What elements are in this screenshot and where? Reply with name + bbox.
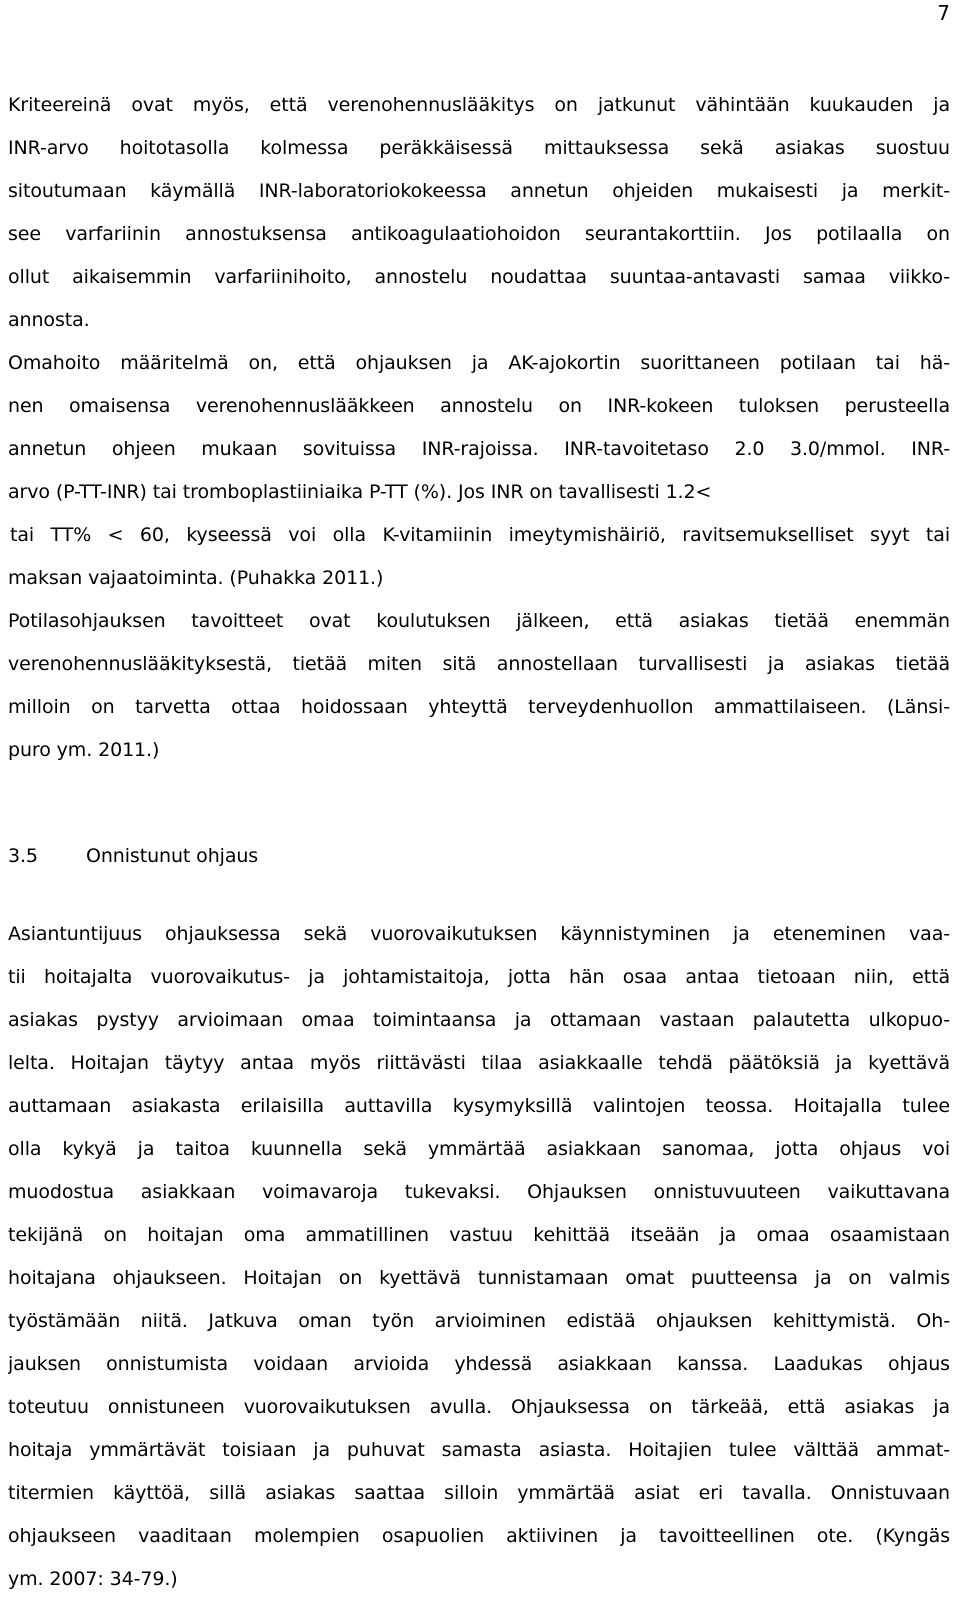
paragraph-successful-guidance — [8, 913, 950, 1601]
paragraph-criteria — [8, 84, 950, 342]
text-line: auttamaan asiakasta erilaisilla auttavilla kysymyksillä valintojen teossa. Hoitajalla tulee — [8, 1095, 950, 1117]
text-line: työstämään niitä. Jatkuva oman työn arvioiminen edistää ohjauksen kehittymistä. Oh- — [8, 1310, 950, 1332]
section-title: Onnistunut ohjaus — [86, 845, 259, 867]
text-line: Kriteereinä ovat myös, että verenohennuslääkitys on jatkunut vähintään kuukauden ja — [8, 94, 950, 116]
text-line: INR-arvo hoitotasolla kolmessa peräkkäisessä mittauksessa sekä asiakas suostuu — [8, 137, 950, 159]
paragraph-guidance-goals — [8, 600, 950, 772]
text-line: maksan vajaatoiminta. (Puhakka 2011.) — [8, 567, 384, 589]
text-line: hoitajana ohjaukseen. Hoitajan on kyettävä tunnistamaan omat puutteensa ja on valmis — [8, 1267, 950, 1289]
paragraph-self-care — [8, 342, 950, 600]
text-line: Asiantuntijuus ohjauksessa sekä vuorovaikutuksen käynnistyminen ja eteneminen vaa- — [8, 923, 950, 945]
text-line: verenohennuslääkityksestä, tietää miten sitä annostellaan turvallisesti ja asiakas tietää — [8, 653, 950, 675]
text-line: milloin on tarvetta ottaa hoidossaan yhteyttä terveydenhuollon ammattilaiseen. (Länsi- — [8, 696, 950, 718]
text-line: tii hoitajalta vuorovaikutus- ja johtamistaitoja, jotta hän osaa antaa tietoaan niin, että — [8, 966, 950, 988]
text-line: toteutuu onnistuneen vuorovaikutuksen avulla. Ohjauksessa on tärkeää, että asiakas ja — [8, 1396, 950, 1418]
text-line: ollut aikaisemmin varfariinihoito, annostelu noudattaa suuntaa-antavasti samaa viikko- — [8, 266, 950, 288]
text-line: arvo (P-TT-INR) tai tromboplastiiniaika P-TT (%). Jos INR on tavallisesti 1.2< — [8, 481, 712, 503]
text-line: ym. 2007: 34-79.) — [8, 1568, 178, 1590]
text-line: tai TT% < 60, kyseessä voi olla K-vitamiinin imeytymishäiriö, ravitsemukselliset syyt tai — [10, 524, 950, 546]
text-line: Omahoito määritelmä on, että ohjauksen ja AK-ajokortin suorittaneen potilaan tai hä- — [8, 352, 950, 374]
text-line: see varfariinin annostuksensa antikoagulaatiohoidon seurantakorttiin. Jos potilaalla on — [8, 223, 950, 245]
text-line: hoitaja ymmärtävät toisiaan ja puhuvat samasta asiasta. Hoitajien tulee välttää ammat- — [8, 1439, 950, 1461]
text-line: annetun ohjeen mukaan sovituissa INR-rajoissa. INR-tavoitetaso 2.0 3.0/mmol. INR- — [8, 438, 950, 460]
text-line: muodostua asiakkaan voimavaroja tukevaksi. Ohjauksen onnistuvuuteen vaikuttavana — [8, 1181, 950, 1203]
text-line: ohjaukseen vaaditaan molempien osapuolien aktiivinen ja tavoitteellinen ote. (Kyngäs — [8, 1525, 950, 1547]
text-line: sitoutumaan käymällä INR-laboratoriokokeessa annetun ohjeiden mukaisesti ja merkit- — [8, 180, 950, 202]
page-number: 7 — [937, 1, 950, 25]
text-line: asiakas pystyy arvioimaan omaa toimintaansa ja ottamaan vastaan palautetta ulkopuo- — [8, 1009, 950, 1031]
text-line: tekijänä on hoitajan oma ammatillinen vastuu kehittää itseään ja omaa osaamistaan — [8, 1224, 950, 1246]
text-line: jauksen onnistumista voidaan arvioida yhdessä asiakkaan kanssa. Laadukas ohjaus — [8, 1353, 950, 1375]
text-line: titermien käyttöä, sillä asiakas saattaa silloin ymmärtää asiat eri tavalla. Onnistuvaan — [8, 1482, 950, 1504]
page-body — [8, 84, 950, 1601]
text-line: olla kykyä ja taitoa kuunnella sekä ymmärtää asiakkaan sanomaa, jotta ohjaus voi — [8, 1138, 950, 1160]
section-number: 3.5 — [8, 845, 38, 867]
text-line: puro ym. 2011.) — [8, 739, 160, 761]
text-line: annosta. — [8, 309, 90, 331]
text-line: nen omaisensa verenohennuslääkkeen annostelu on INR-kokeen tuloksen perusteella — [8, 395, 950, 417]
text-line: lelta. Hoitajan täytyy antaa myös riittävästi tilaa asiakkaalle tehdä päätöksiä ja kyettävä — [8, 1052, 950, 1074]
text-line: Potilasohjauksen tavoitteet ovat koulutuksen jälkeen, että asiakas tietää enemmän — [8, 610, 950, 632]
section-heading — [8, 843, 950, 869]
